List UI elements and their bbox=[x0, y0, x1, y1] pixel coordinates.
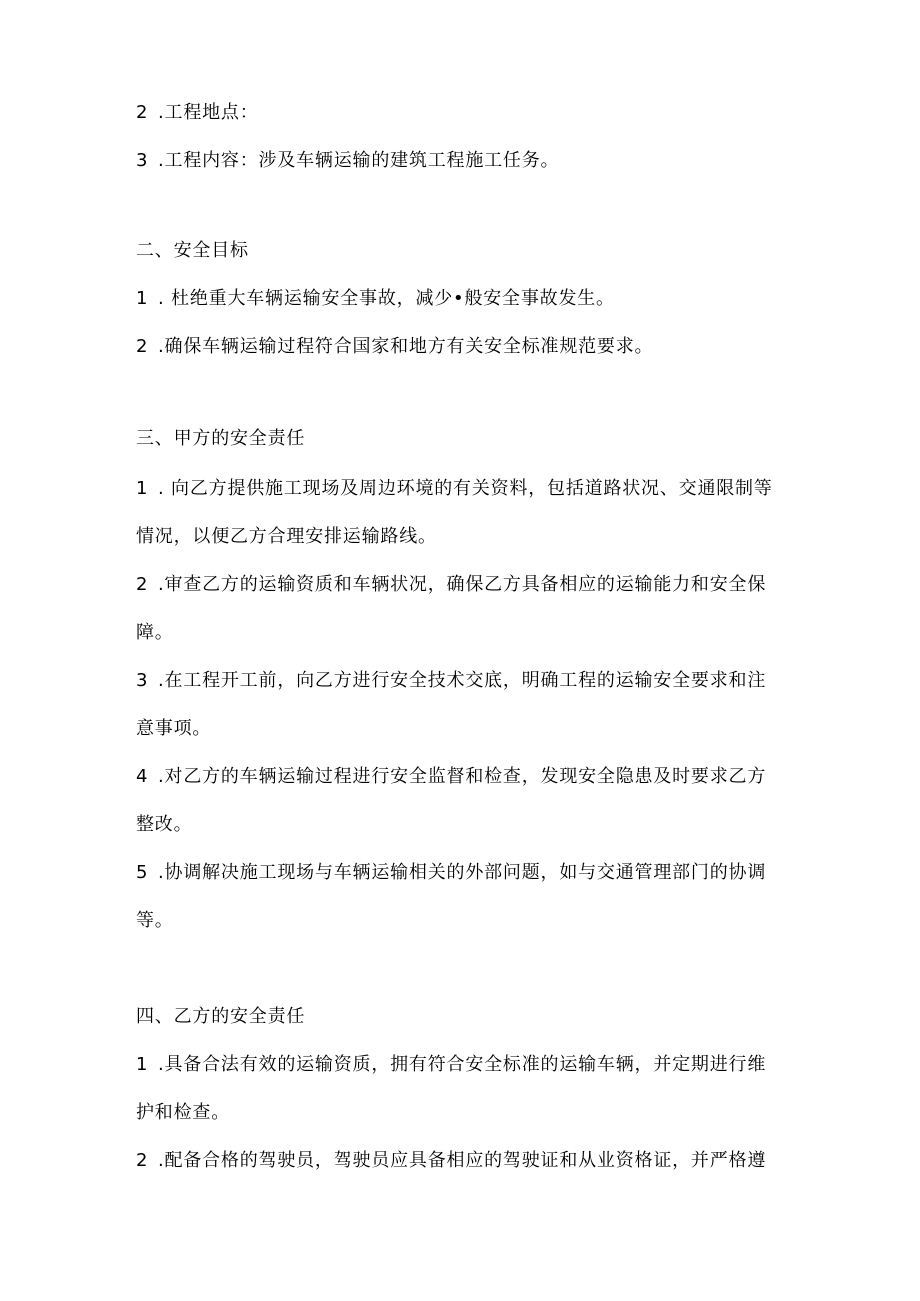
section-heading bbox=[136, 236, 820, 266]
item-text: . 向乙方提供施工现场及周边环境的有关资料，包括道路状况、交通限制等 bbox=[158, 478, 773, 499]
item-text: 整改。 bbox=[136, 814, 193, 835]
list-item bbox=[136, 98, 820, 128]
list-item bbox=[136, 474, 820, 504]
list-item-continuation bbox=[136, 522, 820, 552]
heading-text: 四、乙方的安全责任 bbox=[136, 1006, 306, 1027]
item-text: .工程内容：涉及车辆运输的建筑工程施工任务。 bbox=[158, 150, 560, 171]
item-text: .在工程开工前，向乙方进行安全技术交底，明确工程的运输安全要求和注 bbox=[158, 670, 767, 691]
item-text: .确保车辆运输过程符合国家和地方有关安全标准规范要求。 bbox=[158, 336, 654, 357]
list-item-continuation bbox=[136, 618, 820, 648]
item-text: . 杜绝重大车辆运输安全事故，减少•般安全事故发生。 bbox=[158, 288, 615, 309]
section-heading bbox=[136, 424, 820, 454]
list-item bbox=[136, 666, 820, 696]
section-heading bbox=[136, 1002, 820, 1032]
list-item bbox=[136, 1146, 820, 1176]
list-item-continuation bbox=[136, 810, 820, 840]
item-text: 等。 bbox=[136, 910, 174, 931]
item-text: 护和检查。 bbox=[136, 1102, 230, 1123]
item-text: .协调解决施工现场与车辆运输相关的外部问题，如与交通管理部门的协调 bbox=[158, 862, 767, 883]
item-number: 1 bbox=[136, 1054, 149, 1075]
item-text: 障。 bbox=[136, 622, 174, 643]
item-text: .对乙方的车辆运输过程进行安全监督和检查，发现安全隐患及时要求乙方 bbox=[158, 766, 767, 787]
list-item bbox=[136, 146, 820, 176]
list-item bbox=[136, 858, 820, 888]
list-item bbox=[136, 284, 820, 314]
item-number: 3 bbox=[136, 670, 149, 691]
list-item bbox=[136, 332, 820, 362]
item-text: .工程地点： bbox=[158, 102, 259, 123]
heading-text: 二、安全目标 bbox=[136, 240, 249, 261]
item-number: 1 bbox=[136, 288, 149, 309]
item-number: 1 bbox=[136, 478, 149, 499]
item-number: 3 bbox=[136, 150, 149, 171]
item-text: 意事项。 bbox=[136, 718, 212, 739]
item-number: 2 bbox=[136, 1150, 149, 1171]
list-item bbox=[136, 762, 820, 792]
list-item-continuation bbox=[136, 1098, 820, 1128]
list-item bbox=[136, 570, 820, 600]
item-text: .具备合法有效的运输资质，拥有符合安全标准的运输车辆，并定期进行维 bbox=[158, 1054, 767, 1075]
list-item-continuation bbox=[136, 714, 820, 744]
heading-text: 三、甲方的安全责任 bbox=[136, 428, 306, 449]
item-number: 5 bbox=[136, 862, 149, 883]
item-number: 4 bbox=[136, 766, 149, 787]
list-item bbox=[136, 1050, 820, 1080]
item-number: 2 bbox=[136, 102, 149, 123]
item-number: 2 bbox=[136, 336, 149, 357]
item-text: 情况，以便乙方合理安排运输路线。 bbox=[136, 526, 437, 547]
list-item-continuation bbox=[136, 906, 820, 936]
item-text: .配备合格的驾驶员，驾驶员应具备相应的驾驶证和从业资格证，并严格遵 bbox=[158, 1150, 767, 1171]
item-text: .审查乙方的运输资质和车辆状况，确保乙方具备相应的运输能力和安全保 bbox=[158, 574, 767, 595]
item-number: 2 bbox=[136, 574, 149, 595]
